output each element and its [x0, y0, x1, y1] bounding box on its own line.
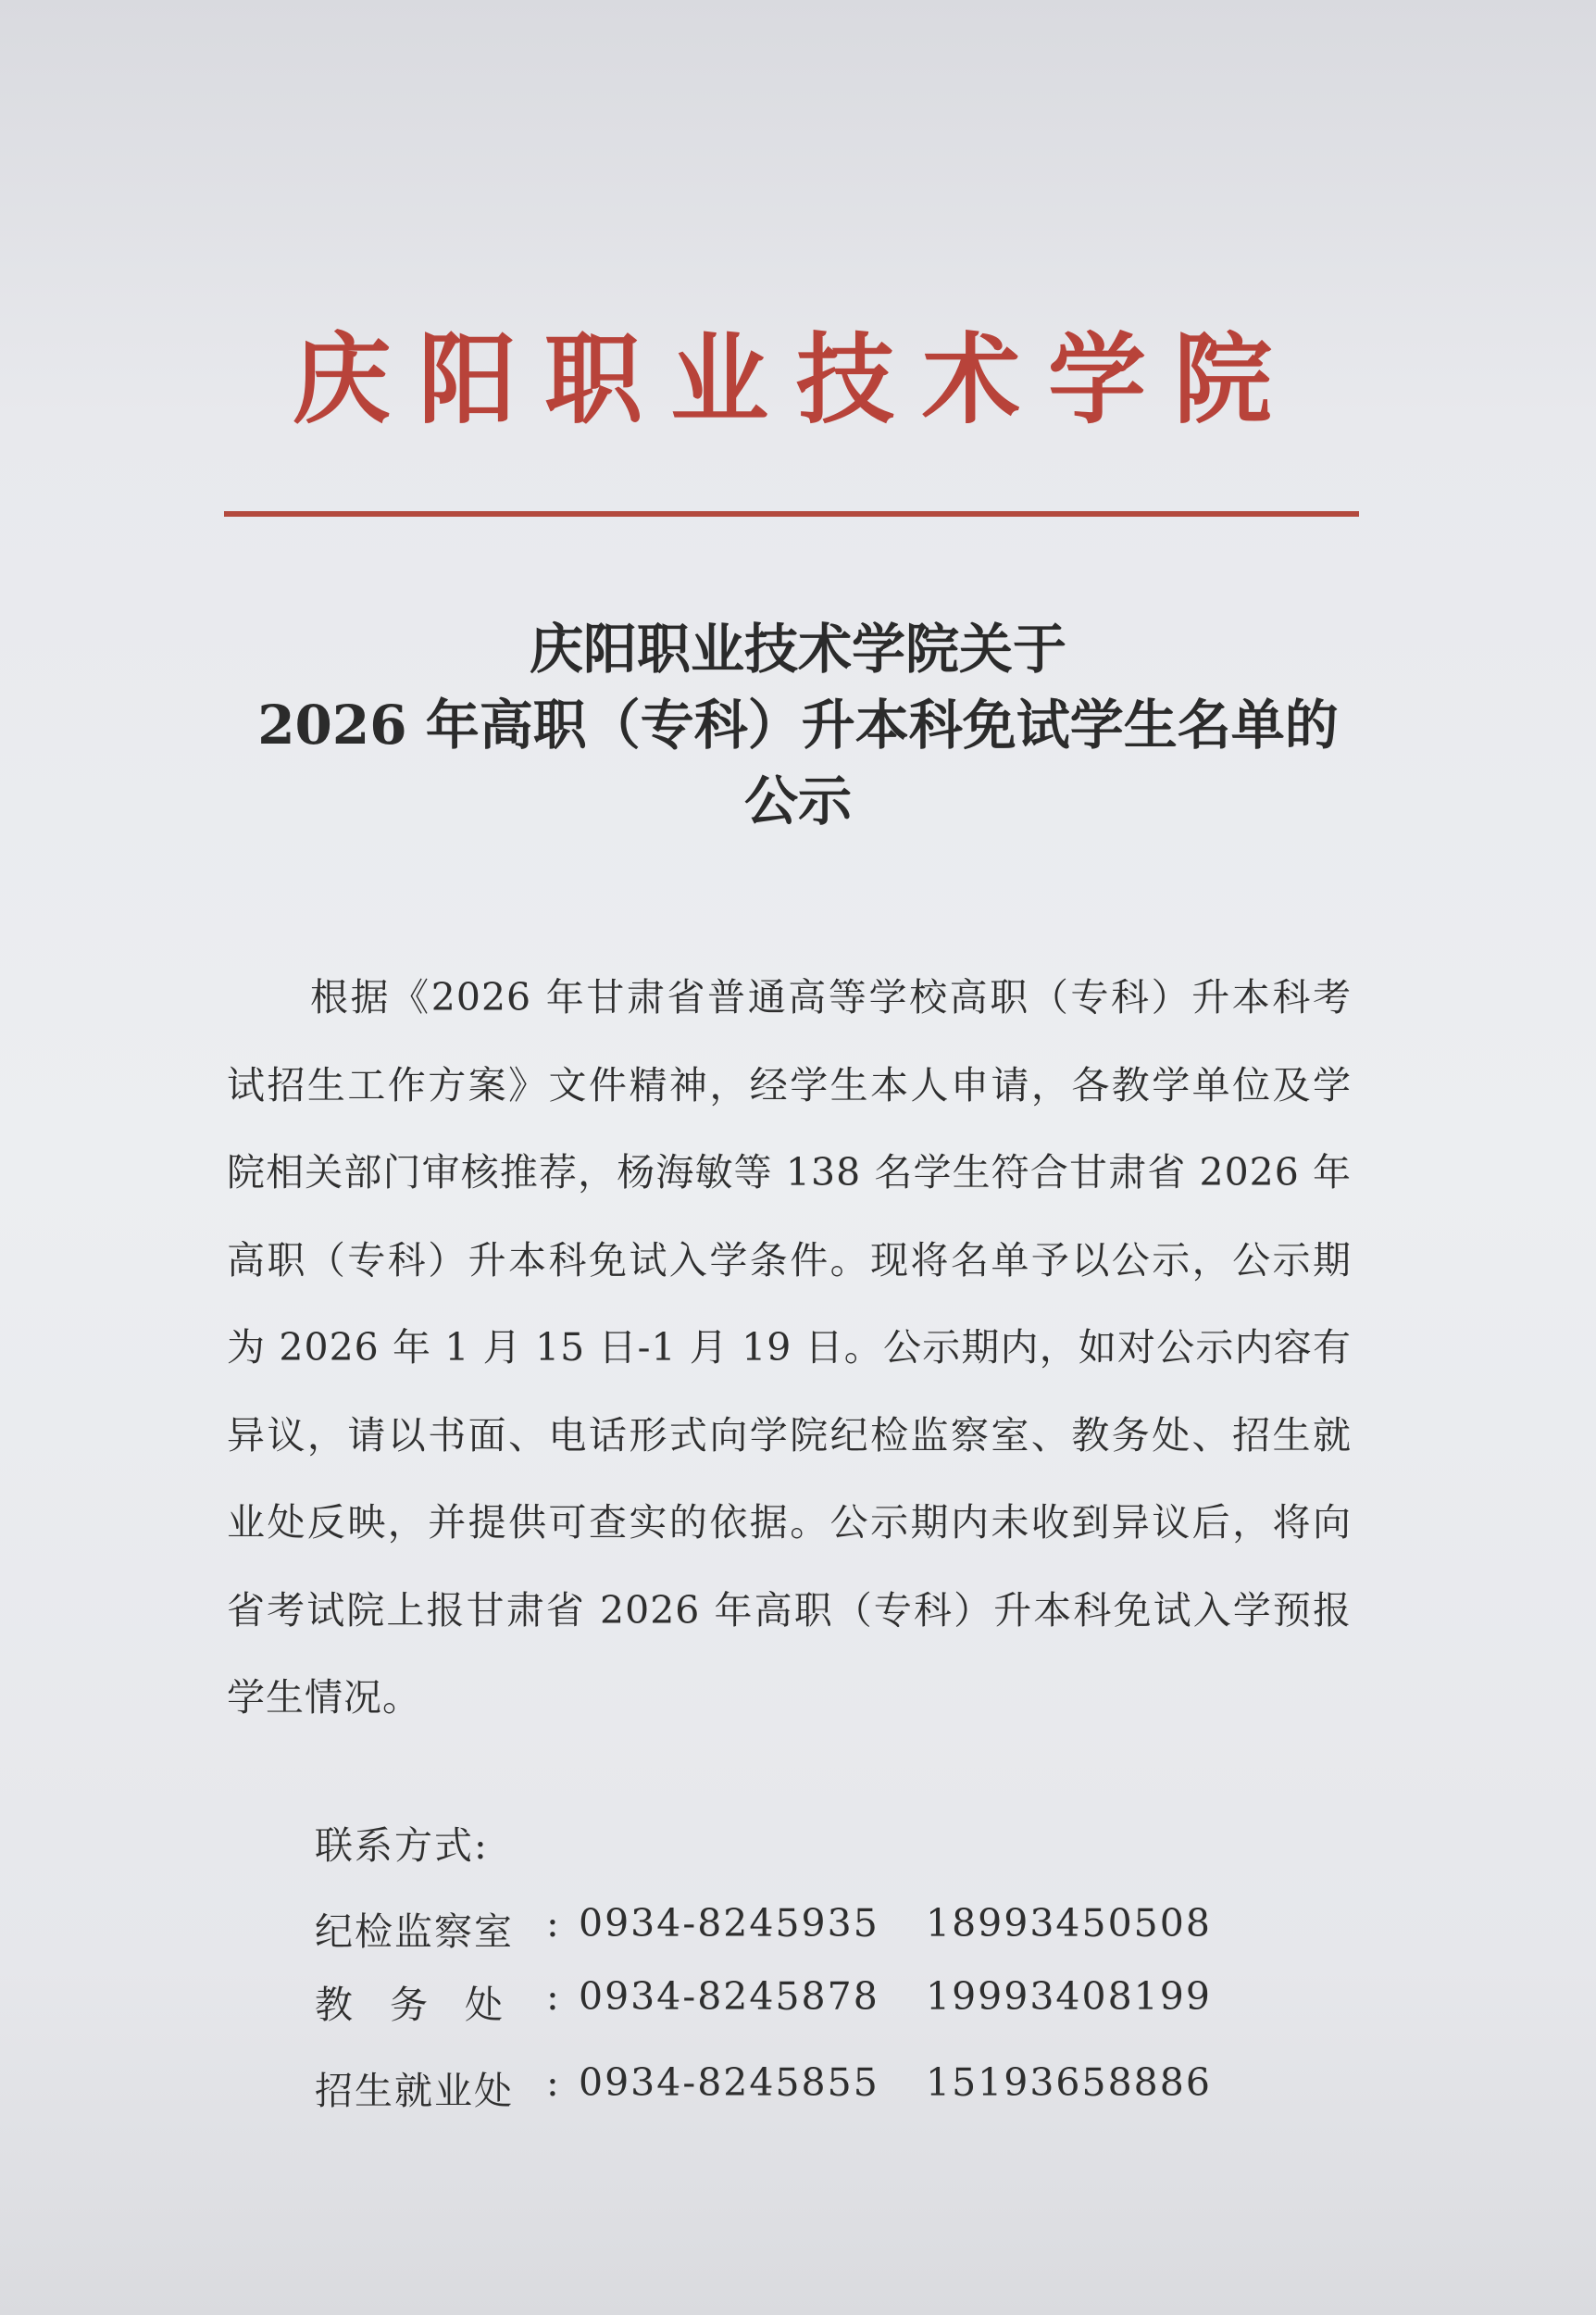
notice-title-line-3: 公示: [743, 770, 852, 832]
notice-title-line-1: 庆阳职业技术学院关于: [529, 618, 1066, 681]
contact-phone: 0934-8245855: [579, 2060, 879, 2105]
contact-department: 教务处: [315, 1983, 540, 2027]
notice-title: [185, 611, 1411, 839]
contact-phone: 0934-8245878: [579, 1974, 879, 2019]
contact-department: 纪检监察室: [315, 1909, 514, 1954]
contact-colon: :: [546, 1901, 559, 1946]
contact-mobile: 19993408199: [926, 1974, 1212, 2019]
contact-phone: 0934-8245935: [579, 1901, 879, 1946]
notice-body-paragraph: 根据《2026 年甘肃省普通高等学校高职（专科）升本科考试招生工作方案》文件精神，经学生本人申请，各教学单位及学院相关部门审核推荐，杨海敏等 138 名学生符合甘肃省 2026 年高职（专科）升本科免试入学条件。现将名单予以公示，公示期为 2026 年 1 月 15 日-1 月 19 日。公示期内，如对公示内容有异议，请以书面、电话形式向学院纪检监察室、教务处、招生就业处反映，并提供可查实的依据。公示期内未收到异议后，将向省考试院上报甘肃省 2026 年高职（专科）升本科免试入学预报学生情况。: [227, 975, 1352, 1720]
contact-department: 招生就业处: [315, 2069, 514, 2113]
contact-colon: :: [546, 2060, 559, 2105]
notice-title-line-2: 2026 年高职（专科）升本科免试学生名单的: [257, 694, 1339, 757]
contact-colon: :: [546, 1974, 559, 2019]
letterhead-red-rule: [224, 511, 1359, 517]
letterhead-institution-name: 庆阳职业技术学院: [293, 321, 1300, 437]
contact-heading: 联系方式:: [315, 1823, 489, 1868]
contact-mobile: 15193658886: [926, 2060, 1212, 2105]
contact-mobile: 18993450508: [926, 1901, 1212, 1946]
